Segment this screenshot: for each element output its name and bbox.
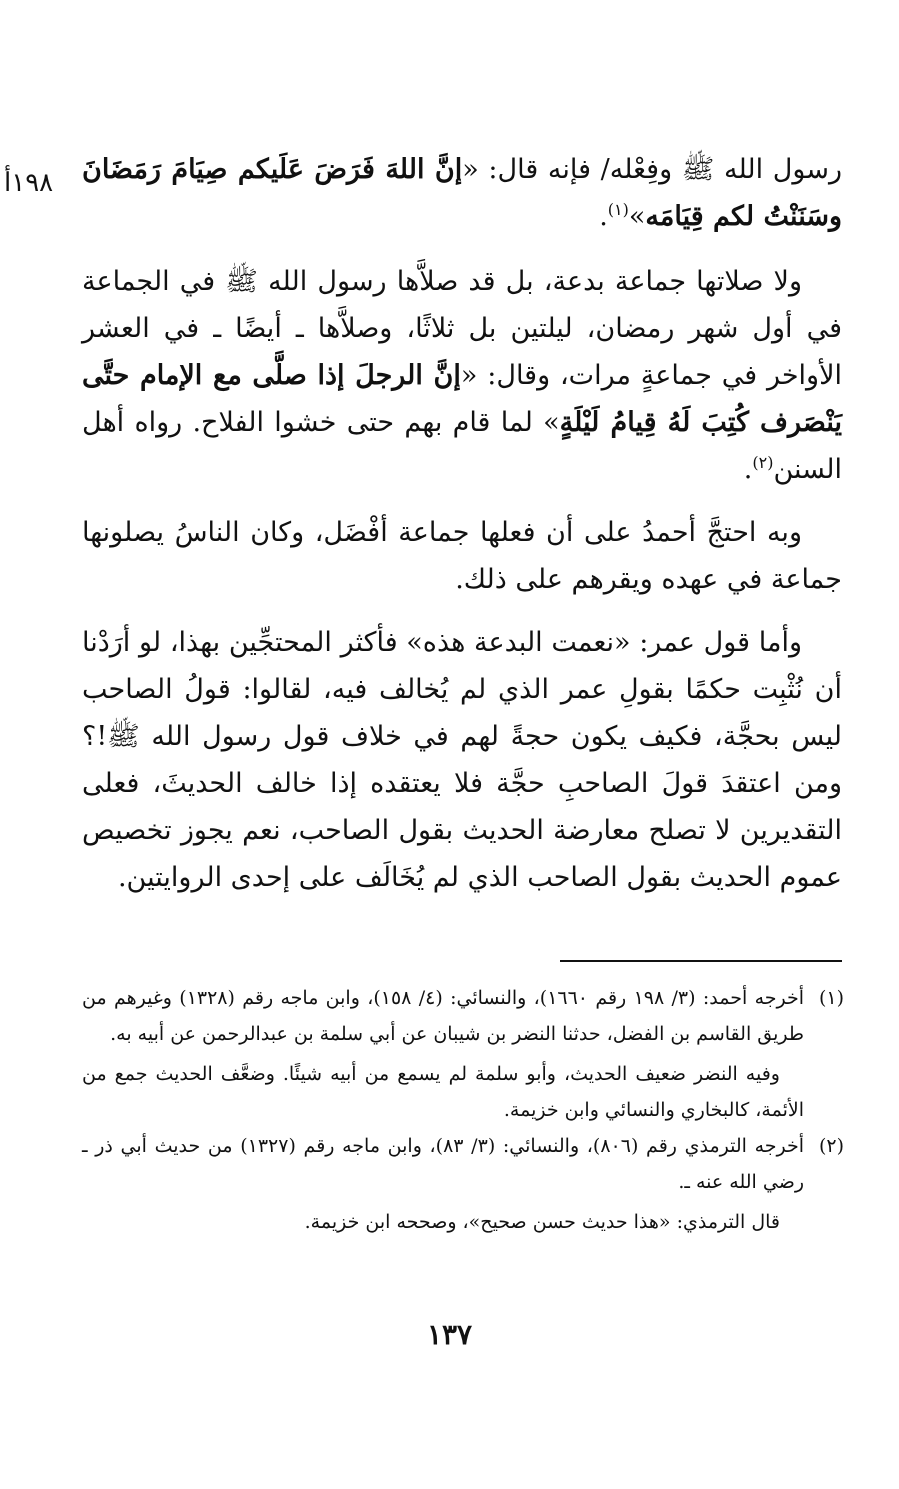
footnote-1-text: أخرجه أحمد: (٣/ ١٩٨ رقم ١٦٦٠)، والنسائي: (٤/ ١٥٨)، وابن ماجه رقم (١٣٢٨) وغيرهم من طريق القاسم بن الفضل، حدثنا النضر بن شيبان عن أبي سلمة بن عبدالرحمن عن أبيه به.	[82, 987, 805, 1045]
paragraph-3: وبه احتجَّ أحمدُ على أن فعلها جماعة أفْضَل، وكان الناسُ يصلونها جماعة في عهده ويقرهم على ذلك.	[82, 517, 842, 595]
paragraph-2-text: ولا صلاتها جماعة بدعة، بل قد صلاَّها رسول الله ﷺ في الجماعة في أول شهر رمضان، ليلتين بل ثلاثًا، وصلاَّها ـ أيضًا ـ في العشر الأواخر في جماعةٍ مرات، وقال: «	[82, 266, 842, 391]
footnote-2	[82, 1128, 844, 1240]
page-number: ١٣٧	[426, 1318, 473, 1351]
footnotes	[82, 980, 844, 1240]
footnote-2-text: أخرجه الترمذي رقم (٨٠٦)، والنسائي: (٣/ ٨٣)، وابن ماجه رقم (١٣٢٧) من حديث أبي ذر ـ رضي الله عنه ـ.	[82, 1135, 805, 1193]
footnote-1-number: (١)	[818, 987, 844, 1009]
paragraph-1-end: .	[599, 201, 608, 232]
paragraph-1-quote-close: »	[628, 201, 646, 232]
margin-folio-reference: ١٩٨أ	[4, 168, 54, 198]
paragraph-1-text: رسول الله ﷺ وفِعْله/ فإنه قال: «	[462, 154, 843, 185]
footnote-2-number: (٢)	[818, 1135, 844, 1157]
footnote-ref-1: (١)	[607, 200, 629, 219]
paragraph-4: وأما قول عمر: «نعمت البدعة هذه» فأكثر المحتجِّين بهذا، لو أرَدْنا أن نُثْبِت حكمًا بقولِ عمر الذي لم يُخالف فيه، لقالوا: قولُ الصاحب ليس بحجَّة، فكيف يكون حجةً لهم في خلاف قول رسول الله ﷺ!؟ ومن اعتقدَ قولَ الصاحبِ حجَّة فلا يعتقده إذا خالف الحديثَ، فعلى التقديرين لا تصلح معارضة الحديث بقول الصاحب، نعم يجوز تخصيص عموم الحديث بقول الصاحب الذي لم يُخَالَف على إحدى الروايتين.	[82, 627, 842, 893]
main-text	[82, 146, 842, 917]
footnote-2-continuation: قال الترمذي: «هذا حديث حسن صحيح»، وصححه ابن خزيمة.	[304, 1211, 780, 1233]
paragraph-2-text-cont: » لما قام بهم حتى خشوا الفلاح. رواه أهل السنن	[82, 407, 842, 485]
hadith-quote-1: إنَّ اللهَ فَرَضَ عَلَيكم صِيَامَ رَمَضَانَ وسَنَنْتُ لكم قِيَامَه	[82, 154, 842, 232]
footnote-1	[82, 980, 844, 1128]
footnote-separator	[560, 960, 842, 962]
footnote-1-continuation: وفيه النضر ضعيف الحديث، وأبو سلمة لم يسمع من أبيه شيئًا. وضعَّف الحديث جمع من الأئمة، كالبخاري والنسائي وابن خزيمة.	[82, 1063, 804, 1121]
paragraph-1	[82, 146, 842, 240]
paragraph-2	[82, 258, 842, 493]
hadith-quote-2: إنَّ الرجلَ إذا صلَّى مع الإمام حتَّى يَنْصَرف كُتِبَ لَهُ قِيامُ لَيْلَةٍ	[82, 360, 842, 438]
footnote-ref-2: (٢)	[752, 453, 774, 472]
paragraph-2-end: .	[743, 454, 753, 485]
